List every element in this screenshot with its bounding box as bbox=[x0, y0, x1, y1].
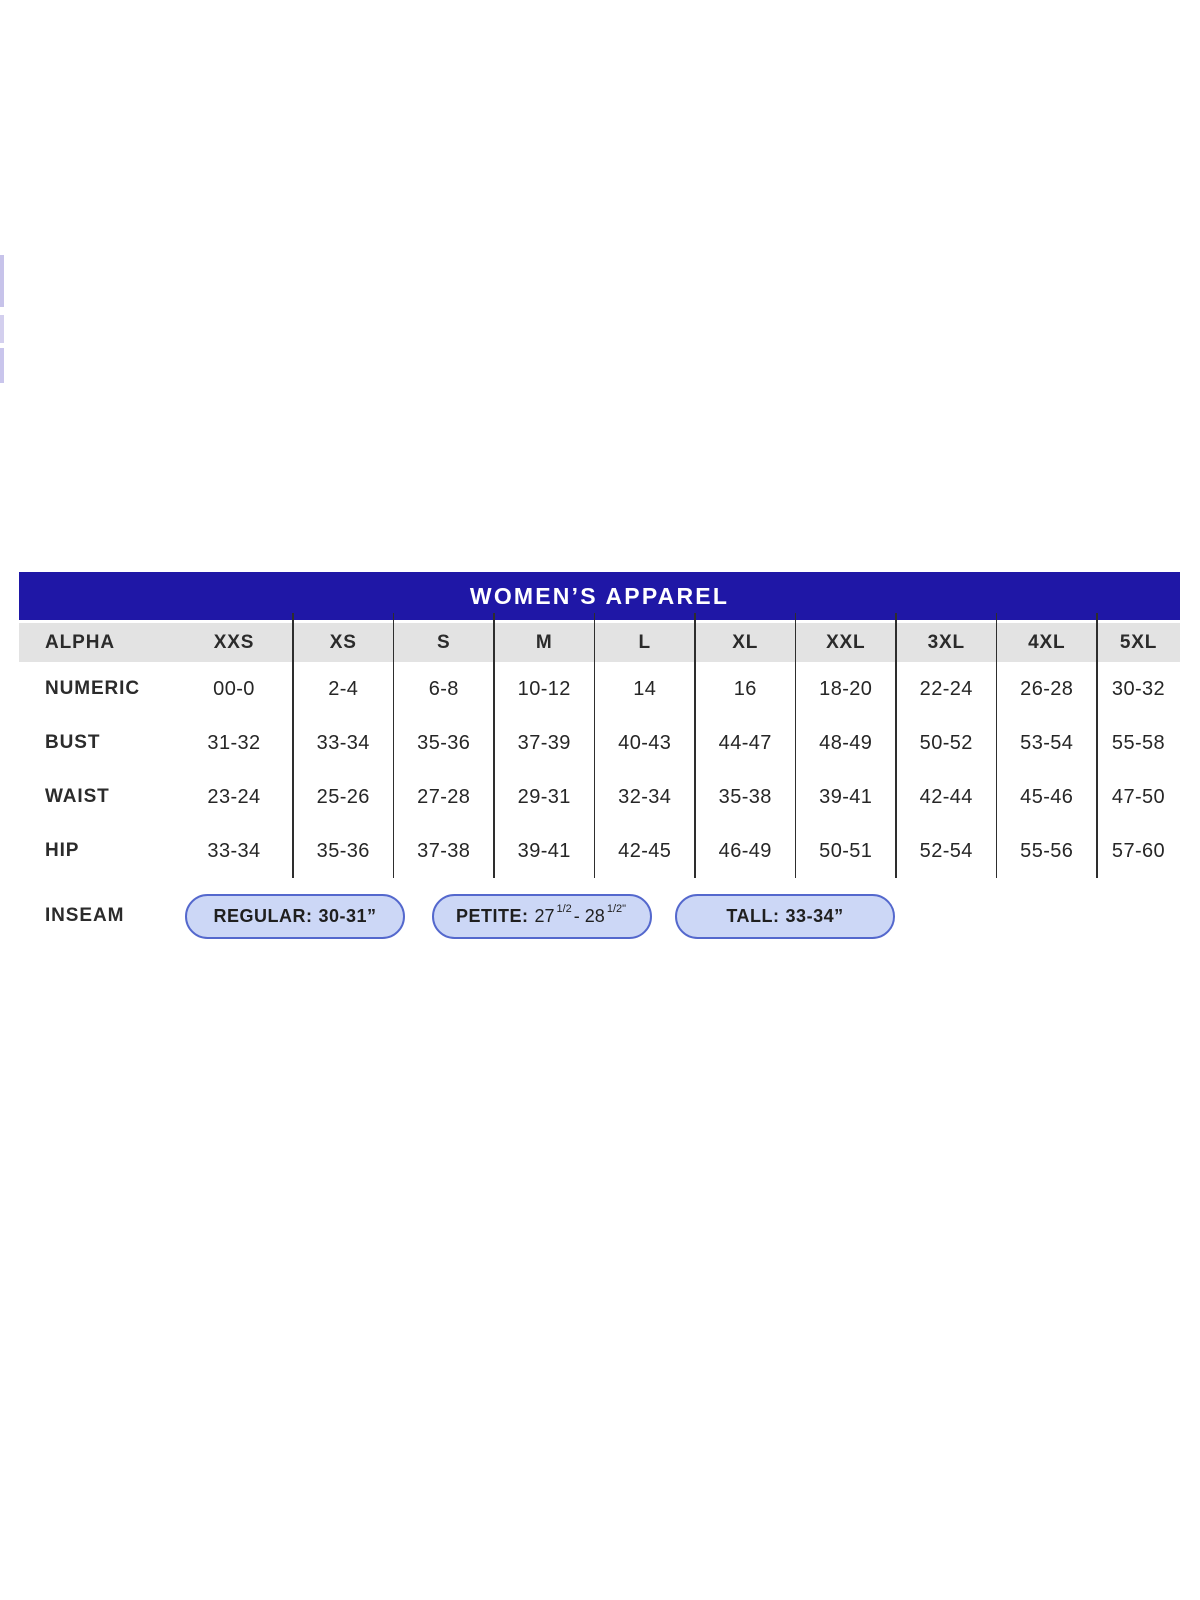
size-value-cell: 39-41 bbox=[517, 839, 571, 862]
size-value-cell: 31-32 bbox=[207, 731, 261, 754]
size-value-cell: 35-36 bbox=[417, 731, 471, 754]
size-value-cell: 45-46 bbox=[1020, 785, 1074, 808]
size-value-cell: 55-58 bbox=[1111, 731, 1166, 754]
size-value-cell: 29-31 bbox=[517, 785, 571, 808]
pill-petite-value-1: 27 bbox=[534, 905, 555, 926]
size-value-cell: 25-26 bbox=[316, 785, 370, 808]
size-value-cell: 32-34 bbox=[618, 785, 672, 808]
size-chart-header bbox=[19, 572, 1180, 620]
size-value-cell: 44-47 bbox=[718, 731, 772, 754]
measure-row-label: BUST bbox=[45, 732, 101, 753]
size-chart-title: WOMEN’S APPAREL bbox=[469, 582, 730, 609]
column-divider-line bbox=[694, 613, 696, 878]
size-value-cell: 26-28 bbox=[1020, 677, 1074, 700]
size-value-cell: 42-44 bbox=[919, 785, 973, 808]
size-column-header: M bbox=[494, 623, 595, 662]
size-column-header: XL bbox=[695, 623, 796, 662]
size-column-header: XXL bbox=[796, 623, 897, 662]
size-value-cell: 46-49 bbox=[718, 839, 772, 862]
column-divider-line bbox=[795, 613, 797, 878]
size-value-cell: 50-51 bbox=[819, 839, 873, 862]
size-value-cell: 47-50 bbox=[1111, 785, 1166, 808]
size-value-cell: 16 bbox=[733, 677, 757, 700]
size-column-header: 3XL bbox=[896, 623, 997, 662]
measure-row-label: WAIST bbox=[45, 786, 110, 807]
column-divider-line bbox=[493, 613, 495, 878]
left-edge-artifact bbox=[0, 255, 4, 307]
size-value-cell: 33-34 bbox=[207, 839, 261, 862]
size-value-cell: 33-34 bbox=[316, 731, 370, 754]
pill-tall-label: TALL: bbox=[726, 905, 780, 926]
inseam-pill-petite bbox=[432, 894, 652, 939]
pill-regular-value: 30-31” bbox=[318, 905, 377, 926]
pill-regular-label: REGULAR: bbox=[213, 905, 313, 926]
inseam-pill-regular bbox=[185, 894, 405, 939]
left-edge-artifact bbox=[0, 348, 4, 383]
left-edge-artifact bbox=[0, 315, 4, 343]
size-chart bbox=[19, 572, 1180, 939]
column-divider-line bbox=[1096, 613, 1098, 878]
size-column-header: 4XL bbox=[997, 623, 1098, 662]
size-value-cell: 50-52 bbox=[919, 731, 973, 754]
size-column-header: S bbox=[394, 623, 495, 662]
pill-petite-fraction-2: 1/2" bbox=[606, 903, 627, 915]
size-column-header: XXS bbox=[175, 623, 293, 662]
size-value-cell: 57-60 bbox=[1111, 839, 1166, 862]
size-column-header: XS bbox=[293, 623, 394, 662]
size-value-cell: 18-20 bbox=[819, 677, 873, 700]
size-value-cell: 6-8 bbox=[428, 677, 459, 700]
inseam-row bbox=[19, 893, 1180, 939]
column-divider-line bbox=[594, 613, 596, 878]
size-value-cell: 22-24 bbox=[919, 677, 973, 700]
pill-tall-value: 33-34” bbox=[785, 905, 844, 926]
size-value-cell: 27-28 bbox=[417, 785, 471, 808]
measure-row-label: NUMERIC bbox=[45, 678, 140, 699]
inseam-label: INSEAM bbox=[45, 905, 125, 926]
column-divider-line bbox=[393, 613, 395, 878]
size-value-cell: 37-38 bbox=[417, 839, 471, 862]
size-value-cell: 39-41 bbox=[819, 785, 873, 808]
column-divider-line bbox=[292, 613, 294, 878]
measure-row-label: HIP bbox=[45, 840, 80, 861]
size-value-cell: 2-4 bbox=[328, 677, 359, 700]
size-value-cell: 30-32 bbox=[1111, 677, 1166, 700]
size-value-cell: 37-39 bbox=[517, 731, 571, 754]
size-column-header: L bbox=[595, 623, 696, 662]
size-value-cell: 10-12 bbox=[517, 677, 571, 700]
size-value-cell: 52-54 bbox=[919, 839, 973, 862]
size-value-cell: 42-45 bbox=[618, 839, 672, 862]
alpha-row-label: ALPHA bbox=[19, 623, 175, 662]
size-value-cell: 53-54 bbox=[1020, 731, 1074, 754]
size-value-cell: 40-43 bbox=[618, 731, 672, 754]
pill-petite-fraction-1: 1/2 bbox=[556, 903, 572, 915]
column-divider-line bbox=[996, 613, 998, 878]
size-table-grid bbox=[19, 623, 1180, 878]
size-value-cell: 23-24 bbox=[207, 785, 261, 808]
pill-petite-label: PETITE: bbox=[455, 905, 529, 926]
size-chart-body bbox=[19, 623, 1180, 878]
size-value-cell: 55-56 bbox=[1020, 839, 1074, 862]
inseam-pill-tall bbox=[675, 894, 895, 939]
pill-petite-value-2: - 28 bbox=[573, 905, 605, 926]
size-value-cell: 14 bbox=[633, 677, 657, 700]
size-value-cell: 35-36 bbox=[316, 839, 370, 862]
size-value-cell: 48-49 bbox=[819, 731, 873, 754]
size-value-cell: 00-0 bbox=[213, 677, 255, 700]
size-column-header: 5XL bbox=[1097, 623, 1180, 662]
size-value-cell: 35-38 bbox=[718, 785, 772, 808]
column-divider-line bbox=[895, 613, 897, 878]
